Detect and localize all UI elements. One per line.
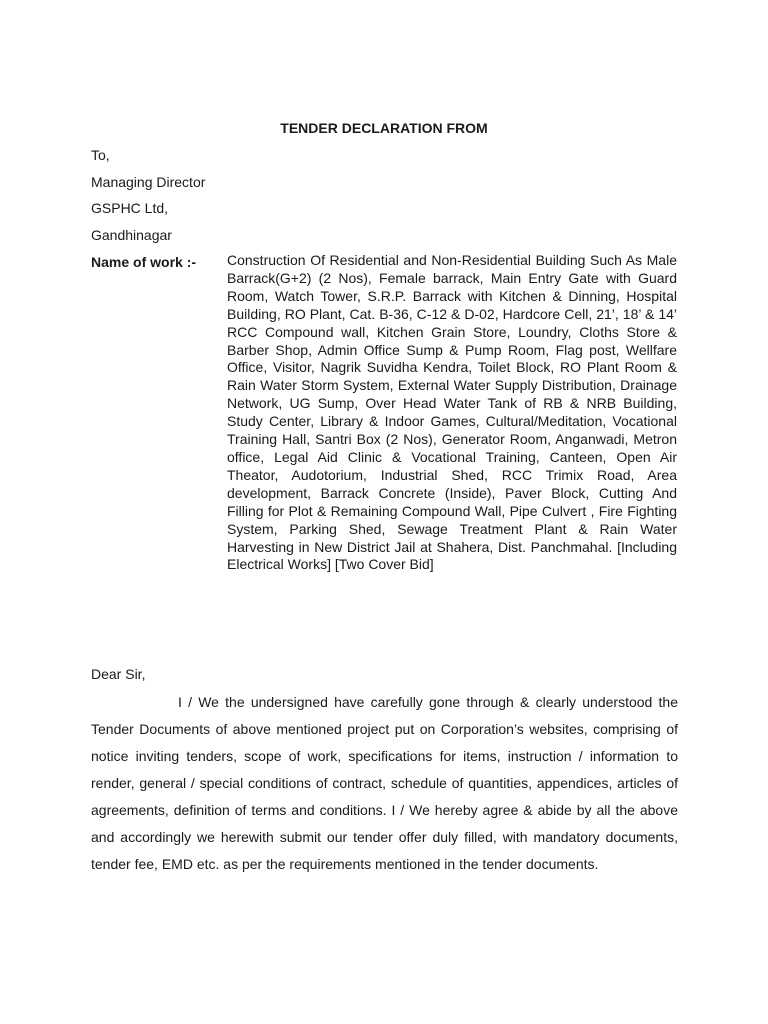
- address-to: To,: [91, 147, 110, 163]
- address-recipient: Managing Director: [91, 174, 206, 190]
- salutation: Dear Sir,: [91, 666, 146, 682]
- address-organization: GSPHC Ltd,: [91, 200, 169, 216]
- name-of-work-label: Name of work :-: [91, 254, 197, 270]
- document-title: TENDER DECLARATION FROM: [280, 120, 488, 136]
- address-city: Gandhinagar: [91, 227, 172, 243]
- body-paragraph: I / We the undersigned have carefully gone through & clearly understood the Tender Documents of above mentioned project put on Corporation’s websites, comprising of notice inviting tenders, scope of work, specifications for items, instruction / information to render, general / special conditions of contract, schedule of quantities, appendices, articles of agreements, definition of terms and conditions. I / We hereby agree & abide by all the above and accordingly we herewith submit our tender offer duly filled, with mandatory documents, tender fee, EMD etc. as per the requirements mentioned in the tender documents.: [91, 694, 678, 872]
- name-of-work-description: Construction Of Residential and Non-Residential Building Such As Male Barrack(G+2) (2 Nos), Female barrack, Main Entry Gate with Guard Room, Watch Tower, S.R.P. Barrack with Kitchen & Dinning, Hospital Building, RO Plant, Cat. B-36, C-12 & D-02, Hardcore Cell, 21’, 18’ & 14’ RCC Compound wall, Kitchen Grain Store, Loundry, Cloths Store & Barber Shop, Admin Office Sump & Pump Room, Flag post, Wellfare Office, Visitor, Nagrik Suvidha Kendra, Toilet Block, RO Plant Room & Rain Water Storm System, External Water Supply Distribution, Drainage Network, UG Sump, Over Head Water Tank of RB & NRB Building, Study Center, Library & Indoor Games, Cultural/Meditation, Vocational Training Hall, Santri Box (2 Nos), Generator Room, Anganwadi, Metron office, Legal Aid Clinic & Vocational Training, Canteen, Open Air Theator, Audotorium, Industrial Shed, RCC Trimix Road, Area development, Barrack Concrete (Inside), Paver Block, Cutting And Filling for Plot & Remaining Compound Wall, Pipe Culvert , Fire Fighting System, Parking Shed, Sewage Treatment Plant & Rain Water Harvesting in New District Jail at Shahera, Dist. Panchmahal. [Including Electrical Works] [Two Cover Bid]: [227, 252, 677, 573]
